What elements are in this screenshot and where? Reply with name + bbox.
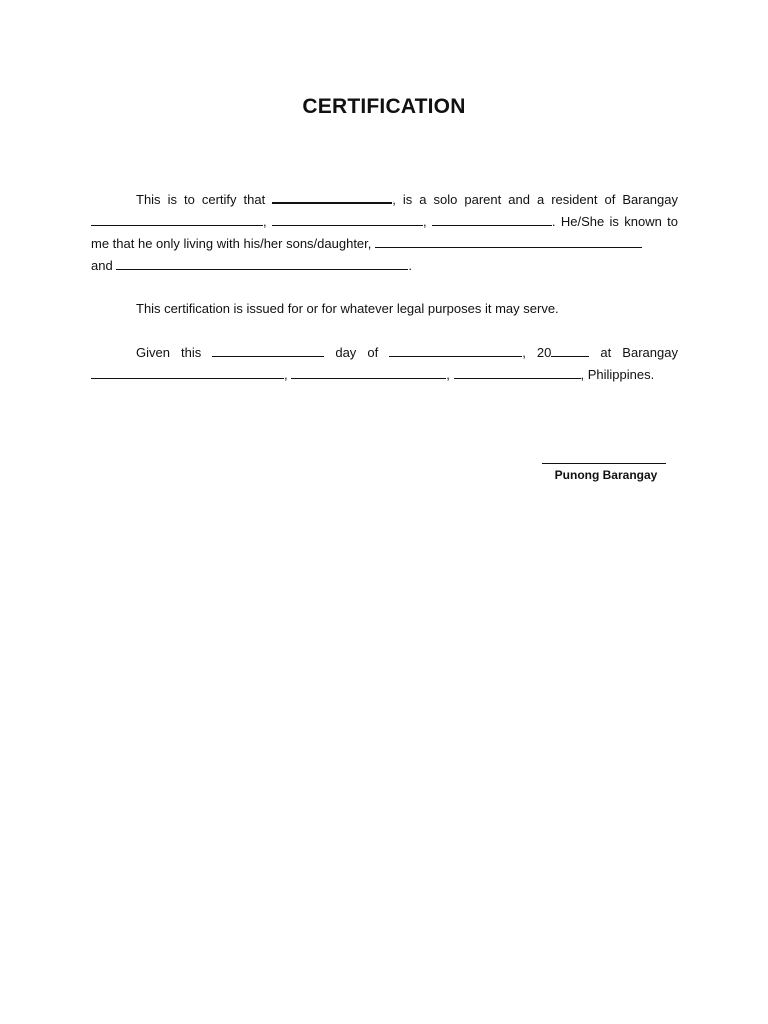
province-blank[interactable] bbox=[432, 213, 552, 226]
document-title: CERTIFICATION bbox=[302, 95, 466, 118]
given-this-text: Given this bbox=[136, 345, 202, 360]
known-to-text: . He/She is known to bbox=[551, 214, 678, 229]
purpose-text: This certification is issued for or for whatever legal purposes it may serve. bbox=[136, 301, 559, 316]
day-of-text: day of bbox=[335, 345, 379, 360]
province-location-blank[interactable] bbox=[454, 366, 581, 379]
intro-text: This is to certify that bbox=[136, 192, 266, 207]
day-blank[interactable] bbox=[212, 344, 324, 357]
living-with-text: me that he only living with his/her sons/daughter, bbox=[91, 236, 372, 251]
children-blank-1[interactable] bbox=[375, 235, 642, 248]
comma: , bbox=[422, 214, 427, 229]
certification-paragraph bbox=[91, 189, 678, 277]
period: . bbox=[408, 258, 412, 273]
barangay-blank[interactable] bbox=[91, 213, 263, 226]
philippines-text: , Philippines. bbox=[580, 367, 655, 382]
month-blank[interactable] bbox=[389, 344, 522, 357]
purpose-paragraph bbox=[91, 298, 678, 320]
signature-line[interactable] bbox=[542, 463, 666, 464]
given-paragraph bbox=[91, 342, 678, 386]
children-blank-2[interactable] bbox=[116, 257, 408, 270]
signatory-label: Punong Barangay bbox=[554, 468, 658, 482]
name-blank[interactable] bbox=[272, 190, 392, 204]
municipality-blank[interactable] bbox=[272, 213, 423, 226]
year-prefix-text: , 20 bbox=[522, 345, 552, 360]
comma: , bbox=[263, 214, 267, 229]
year-blank[interactable] bbox=[551, 344, 589, 357]
comma: , bbox=[284, 367, 288, 382]
at-barangay-text: at Barangay bbox=[600, 345, 678, 360]
barangay-location-blank[interactable] bbox=[91, 366, 284, 379]
solo-parent-text: , is a solo parent and a resident of Barangay bbox=[392, 192, 679, 207]
and-text: and bbox=[91, 258, 113, 273]
municipality-location-blank[interactable] bbox=[291, 366, 446, 379]
comma: , bbox=[446, 367, 450, 382]
